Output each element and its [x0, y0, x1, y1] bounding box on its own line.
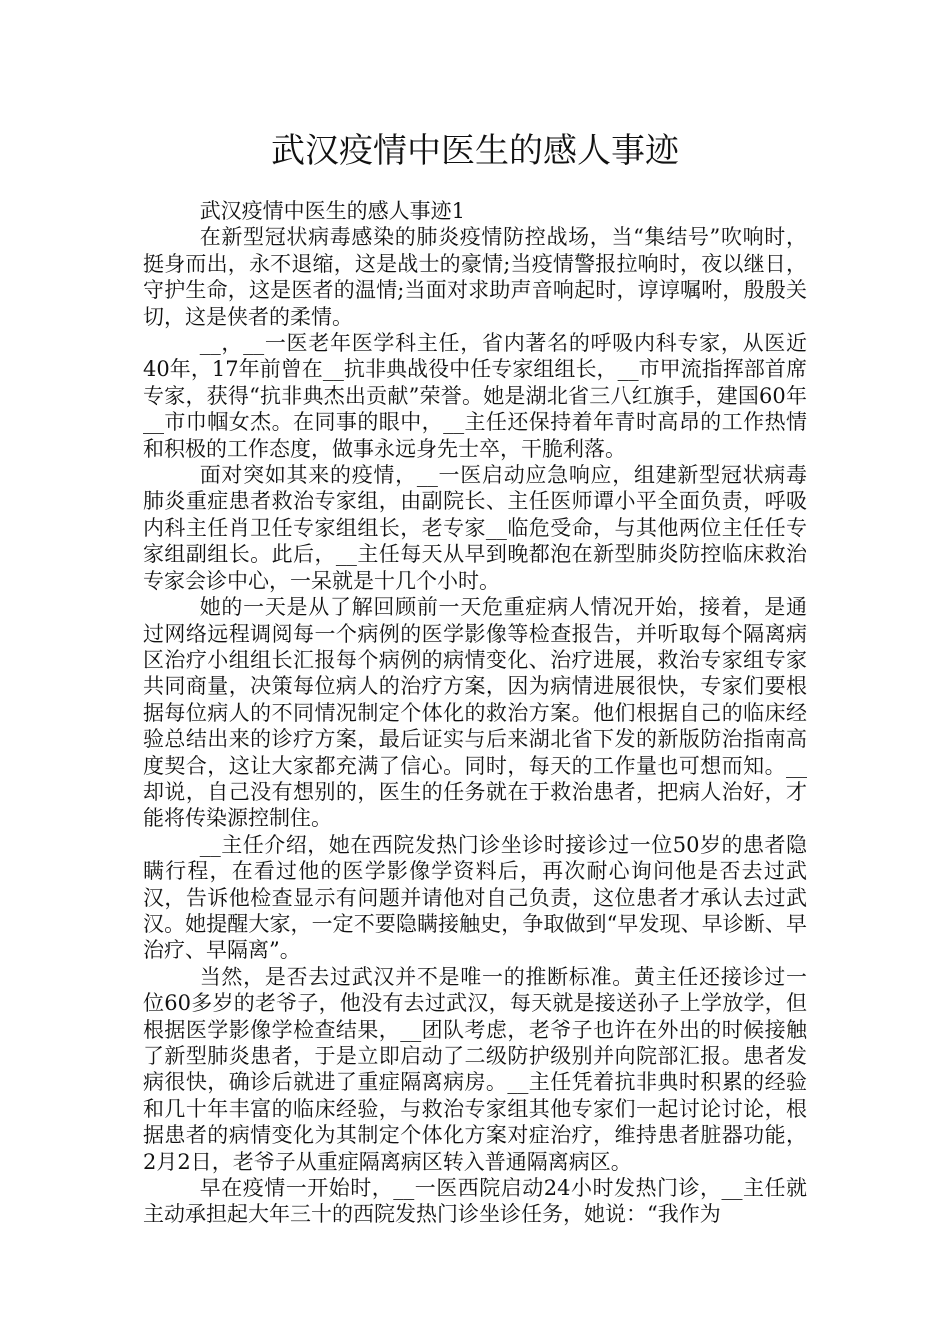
document-title: 武汉疫情中医生的感人事迹 [271, 131, 679, 171]
section-heading: 武汉疫情中医生的感人事迹1 [199, 199, 466, 223]
paragraph: 她的一天是从了解回顾前一天危重症病人情况开始，接着，是通过网络远程调阅每一个病例的医学影像等检查报告，并听取每个隔离病区治疗小组组长汇报每个病例的病情变化、治疗进展，救治专家组专家共同商量，决策每位病人的治疗方案，因为病情进展很快，专家们要根据每位病人的不同情况制定个体化的救治方案。他们根据自己的临床经验总结出来的诊疗方案，最后证实与后来湖北省下发的新版防治指南高度契合，这让大家都充满了信心。同时，每天的工作量也可想而知。__却说，自己没有想别的，医生的任务就在于救治患者，把病人治好，才能将传染源控制住。 [143, 595, 807, 831]
paragraph: 在新型冠状病毒感染的肺炎疫情防控战场，当“集结号”吹响时，挺身而出，永不退缩，这是战士的豪情;当疫情警报拉响时，夜以继日，守护生命，这是医者的温情;当面对求助声音响起时，谆谆嘱咐，殷殷关切，这是侠者的柔情。 [143, 225, 807, 329]
paragraph: 面对突如其来的疫情，__一医启动应急响应，组建新型冠状病毒肺炎重症患者救治专家组，由副院长、主任医师谭小平全面负责，呼吸内科主任肖卫任专家组组长，老专家__临危受命，与其他两位主任任专家组副组长。此后，__主任每天从早到晚都泡在新型肺炎防控临床救治专家会诊中心，一呆就是十几个小时。 [143, 463, 807, 593]
paragraph: 当然，是否去过武汉并不是唯一的推断标准。黄主任还接诊过一位60多岁的老爷子，他没有去过武汉，每天就是接送孙子上学放学，但根据医学影像学检查结果，__团队考虑，老爷子也许在外出的时候接触了新型肺炎患者，于是立即启动了二级防护级别并向院部汇报。患者发病很快，确诊后就进了重症隔离病房。__主任凭着抗非典时积累的经验和几十年丰富的临床经验，与救治专家组其他专家们一起讨论讨论，根据患者的病情变化为其制定个体化方案对症治疗，维持患者脏器功能，2月2日，老爷子从重症隔离病区转入普通隔离病区。 [143, 964, 807, 1174]
paragraph: __主任介绍，她在西院发热门诊坐诊时接诊过一位50岁的患者隐瞒行程，在看过他的医学影像学资料后，再次耐心询问他是否去过武汉，告诉他检查显示有问题并请他对自己负责，这位患者才承认去过武汉。她提醒大家，一定不要隐瞒接触史，争取做到“早发现、早诊断、早治疗、早隔离”。 [143, 832, 807, 963]
paragraph: __，__一医老年医学科主任，省内著名的呼吸内科专家，从医近40年，17年前曾在__抗非典战役中任专家组组长，__市甲流指挥部首席专家，获得“抗非典杰出贡献”荣誉。她是湖北省三八红旗手，建国60年__市巾帼女杰。在同事的眼中，__主任还保持着年青时高昂的工作热情和积极的工作态度，做事永远身先士卒，干脆利落。 [143, 331, 807, 461]
document-body [143, 198, 807, 1228]
paragraph: 早在疫情一开始时，__一医西院启动24小时发热门诊，__主任就主动承担起大年三十的西院发热门诊坐诊任务，她说：“我作为 [143, 1176, 807, 1227]
